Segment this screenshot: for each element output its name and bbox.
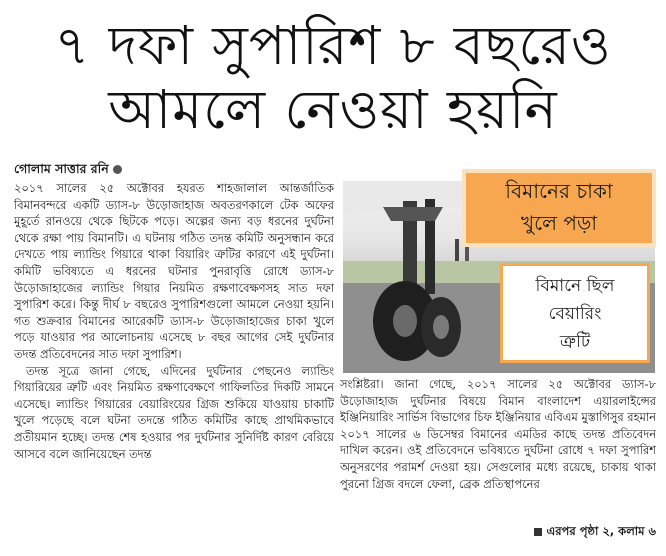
byline-dot-icon <box>113 165 122 174</box>
headline <box>0 0 666 160</box>
article-column-left <box>14 180 334 550</box>
caption-bearing-line-3: ত্রুটি <box>559 332 591 352</box>
author-name: গোলাম সাত্তার রনি <box>14 161 109 176</box>
continuation-note <box>534 523 656 542</box>
paragraph-3: সংশ্লিষ্টরা। জানা গেছে, ২০১৭ সালের ২৫ অক্টোবর ড্যাস-৮ উড়োজাহাজ দুর্ঘটনার বিষয়ে বিমান বাংলাদেশ এয়ারলাইন্সের ইঞ্জিনিয়ারিং সার্ভিস বিভাগের চিফ ইঞ্জিনিয়ার এবিএম মুস্তাগিসুর রহমান ২০১৭ সালের ৬ ডিসেম্বর বিমানের এমডির কাছে তদন্ত প্রতিবেদন দাখিল করেন। ওই প্রতিবেদনে ভবিষ্যতে দুর্ঘটনা রোধে ৭ দফা সুপারিশ অনুসরণের পরামর্শ দেওয়া হয়। সেগুলোর মধ্যে রয়েছে, চাকায় থাকা পুরনো গ্রিজ বদলে ফেলা, ব্রেক প্রতিস্থাপনের <box>340 377 656 491</box>
caption-box-bearing <box>500 263 650 363</box>
continuation-text: এরপর পৃষ্ঠা ২, কলাম ৬ <box>546 524 656 538</box>
caption-bearing-line-1: বিমানে ছিল <box>535 276 615 296</box>
article-column-right <box>340 376 656 536</box>
paragraph-2: তদন্ত সূত্রে জানা গেছে, এদিনের দুর্ঘটনার পেছনেও ল্যান্ডিং গিয়ারিয়ের ত্রুটি এবং নিয়মিত রক্ষণাবেক্ষণে গাফিলতির দিকটি সামনে এসেছে। ল্যান্ডিং গিয়ারের বেয়ারিংয়ের গ্রিজ শুকিয়ে যাওয়ায় চাকাটি খুলে পড়েছে বলে ঘটনা তদন্তে গঠিত কমিটির কাছে প্রাথমিকভাবে প্রতীয়মান হচ্ছে। তদন্ত শেষ হওয়ার পর দুর্ঘটনার সুনির্দিষ্ট কারণ বেরিয়ে আসবে বলে জানিয়েছেন তদন্ত <box>14 363 334 461</box>
headline-line-1: ৭ দফা সুপারিশ ৮ বছরেও <box>54 14 612 77</box>
square-bullet-icon <box>534 528 542 536</box>
byline <box>14 161 122 181</box>
caption-bearing-line-2: বেয়ারিং <box>548 304 602 324</box>
caption-wheel-line-2: খুলে পড়া <box>520 211 598 235</box>
headline-line-2: আমলে নেওয়া হয়নি <box>108 78 558 141</box>
paragraph-1: ২০১৭ সালের ২৫ অক্টোবর হযরত শাহজালাল আন্তর্জাতিক বিমানবন্দরে একটি ড্যাস-৮ উড়োজাহাজ অবতরণকালে টেক অফের মুহূর্তে রানওয়ে থেকে ছিটকে পড়ে। অল্পের জন্য বড় ধরনের দুর্ঘটনা থেকে রক্ষা পায় বিমানটি। এ ঘটনায় গঠিত তদন্ত কমিটি অনুসন্ধান করে দেখতে পায় ল্যান্ডিং গিয়ারে থাকা বিয়ারিং ত্রুটির কারণে এই দুর্ঘটনা। কমিটি ভবিষ্যতে এ ধরনের ঘটনার পুনরাবৃত্তি রোধে ড্যাস-৮ উড়োজাহাজের ল্যান্ডিং গিয়ার নিয়মিত রক্ষণাবেক্ষণসহ সাত দফা সুপারিশ করে। কিন্তু দীর্ঘ ৮ বছরেও সুপারিশগুলো আমলে নেওয়া হয়নি। গত শুক্রবার বিমানের আরেকটি ড্যাস-৮ উড়োজাহাজের চাকা খুলে পড়ে যাওয়ার পর আলোচনায় এসেছে ৮ বছর আগের সেই দুর্ঘটনার তদন্ত প্রতিবেদনের সাত দফা সুপারিশ। <box>14 181 334 361</box>
caption-box-wheel <box>462 169 656 247</box>
caption-wheel-line-1: বিমানের চাকা <box>505 179 613 203</box>
